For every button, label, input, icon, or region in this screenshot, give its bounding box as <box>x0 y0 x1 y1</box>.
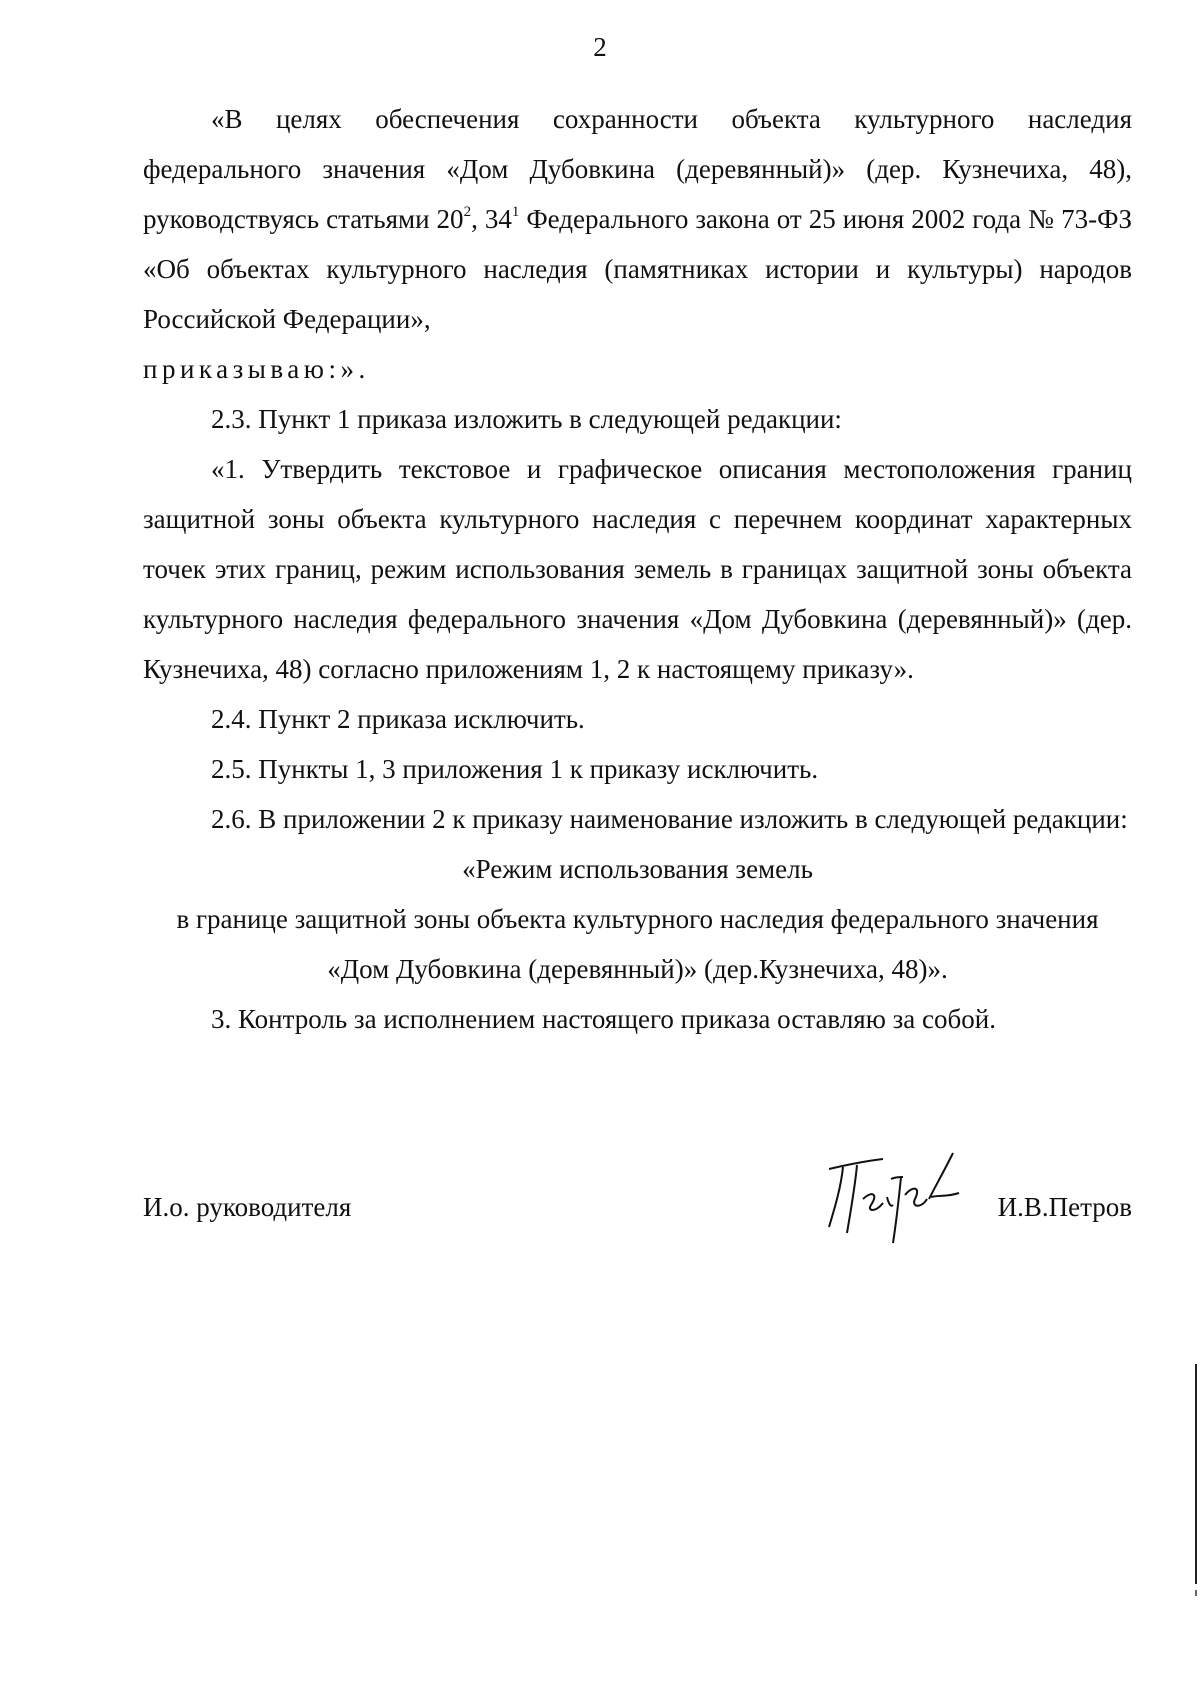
item-2-5: 2.5. Пункты 1, 3 приложения 1 к приказу исключить. <box>211 754 819 784</box>
item-2-3: 2.3. Пункт 1 приказа изложить в следующей редакции: <box>211 404 842 434</box>
handwritten-signature-icon <box>821 1147 971 1247</box>
superscript-article-20: 2 <box>463 204 472 220</box>
item-3: 3. Контроль за исполнением настоящего приказа оставляю за собой. <box>211 1004 996 1034</box>
item-2-4: 2.4. Пункт 2 приказа исключить. <box>211 704 585 734</box>
superscript-article-34: 1 <box>511 204 520 220</box>
item-2-6: 2.6. В приложении 2 к приказу наименование изложить в следующей редакции: <box>211 804 1128 834</box>
appendix-heading-line-1: «Режим использования земель <box>462 854 813 884</box>
appendix-heading-line-3: «Дом Дубовкина (деревянный)» (дер.Кузнечиха, 48)». <box>327 954 948 984</box>
signatory-name: И.В.Петров <box>997 1192 1132 1222</box>
quote-intro-paragraph <box>143 94 1132 344</box>
margin-scan-line <box>1195 1364 1197 1604</box>
appendix-heading <box>143 844 1132 994</box>
page-number: 2 <box>593 32 607 62</box>
quote-intro-mid: , 34 <box>471 204 512 234</box>
quote-intro-tail: Федерального закона от 25 июня 2002 года № 73-ФЗ «Об объектах культурного наследия (памятниках истории и культуры) народов Российской Федерации», <box>143 204 1132 334</box>
signature-row <box>143 1192 1132 1252</box>
order-word: приказываю:». <box>143 354 370 384</box>
signatory-role: И.о. руководителя <box>143 1192 352 1222</box>
item-2-3-quote: «1. Утвердить текстовое и графическое описания местоположения границ защитной зоны объекта культурного наследия с перечнем координат характерных точек этих границ, режим использования земель в границах защитной зоны объекта культурного наследия федерального значения «Дом Дубовкина (деревянный)» (дер. Кузнечиха, 48) согласно приложениям 1, 2 к настоящему приказу». <box>143 454 1132 684</box>
document-body <box>143 94 1132 1044</box>
appendix-heading-line-2: в границе защитной зоны объекта культурного наследия федерального значения <box>176 904 1099 934</box>
quote-intro-lead: «В целях обеспечения сохранности объекта культурного наследия федерального значения «Дом Дубовкина (деревянный)» (дер. Кузнечиха, 48), руководствуясь статьями 20 <box>143 104 1132 234</box>
